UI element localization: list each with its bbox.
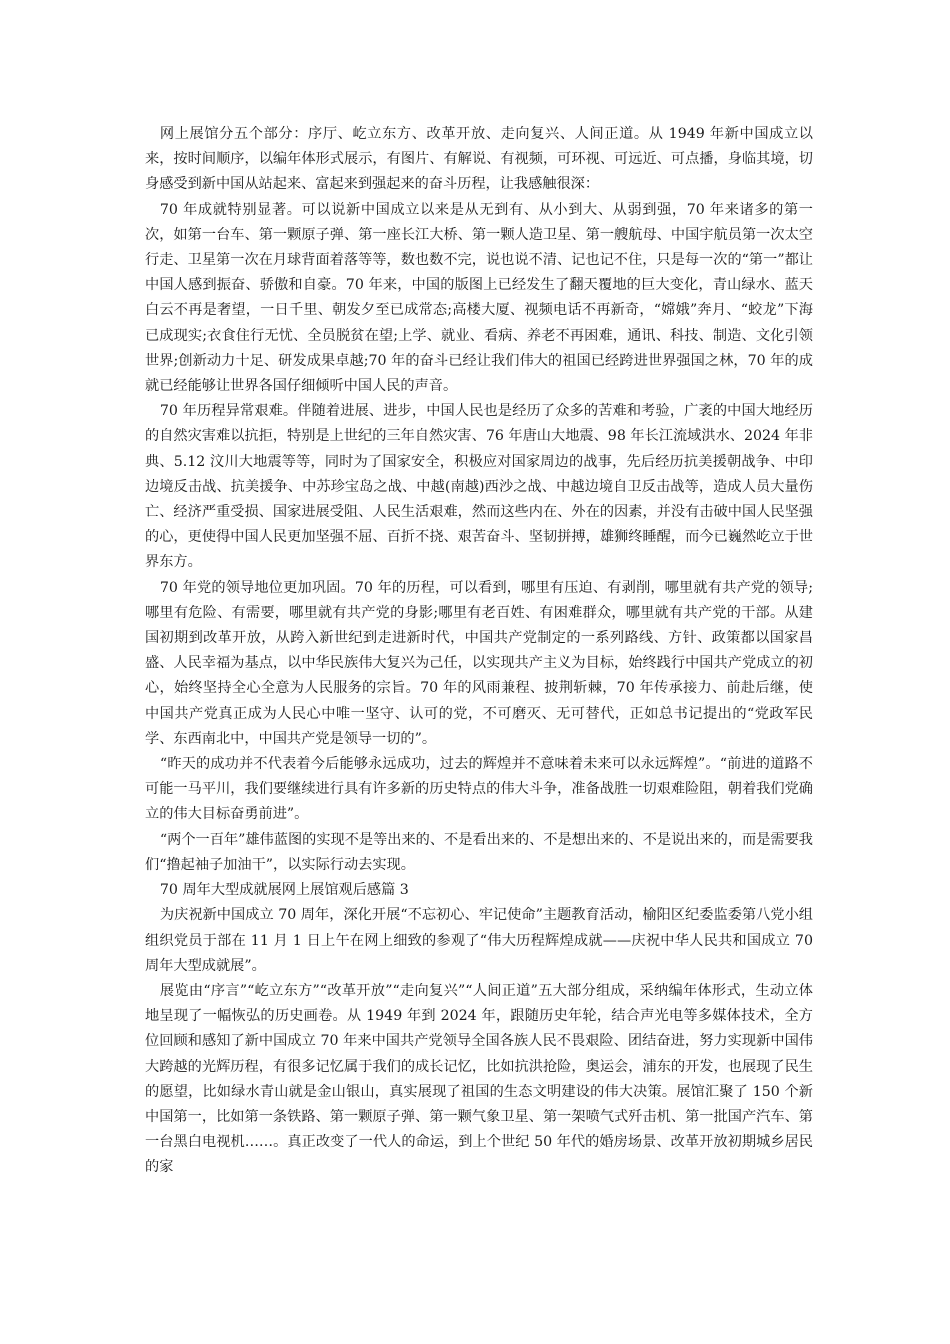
paragraph-exhibition: 展览由“序言”“屹立东方”“改革开放”“走向复兴”“人间正道”五大部分组成，采纳编年体形式，生动立体地呈现了一幅恢弘的历史画卷。从 1949 年到 2024 年，跟随历史年轮，结合声光电等多媒体技术，全方位回顾和感知了新中国成立 70 年来中国共产党领导全国各族人民不畏艰险、团结奋进，努力实现新中国伟大跨越的光辉历程，有很多记忆属于我们的成长记忆，比如抗洪抢险，奥运会，浦东的开发，也展现了民生的愿望，比如绿水青山就是金山银山，真实展现了祖国的生态文明建设的伟大决策。展馆汇聚了 150 个新中国第一，比如第一条铁路、第一颗原子弹、第一颗气象卫星、第一架喷气式歼击机、第一批国产汽车、第一台黑白电视机……。真正改变了一代人的命运，到上个世纪 50 年代的婚房场景、改革开放初期城乡居民的家 (145, 982, 813, 1176)
paragraph-hardships: 70 年历程异常艰难。伴随着进展、进步，中国人民也是经历了众多的苦难和考验，广袤的中国大地经历的自然灾害难以抗拒，特别是上世纪的三年自然灾害、76 年唐山大地震、98 年长江流域洪水、2024 年非典、5.12 汶川大地震等等，同时为了国家安全，积极应对国家周边的战事，先后经历抗美援朝战争、中印边境反击战、抗美援争、中苏珍宝岛之战、中越(南越)西沙之战、中越边境自卫反击战等，造成人员大量伤亡、经济严重受损、国家进展受阻、人民生活艰难，然而这些内在、外在的因素，并没有击破中国人民坚强的心，更使得中国人民更加坚强不屈、百折不挠、艰苦奋斗、坚韧拼搏，雄狮终睡醒，而今已巍然屹立于世界东方。 (145, 403, 813, 571)
section-heading: 70 周年大型成就展网上展馆观后感篇 3 (159, 882, 409, 899)
paragraph-party-leadership: 70 年党的领导地位更加巩固。70 年的历程，可以看到，哪里有压迫、有剥削，哪里就有共产党的领导;哪里有危险、有需要，哪里就有共产党的身影;哪里有老百姓、有困难群众，哪里就有共产党的干部。从建国初期到改革开放，从跨入新世纪到走进新时代，中国共产党制定的一系列路线、方针、政策都以国家昌盛、人民幸福为基点，以中华民族伟大复兴为己任，以实现共产主义为目标，始终践行中国共产党成立的初心，始终坚持全心全意为人民服务的宗旨。70 年的风雨兼程、披荆斩棘，70 年传承接力、前赴后继，使中国共产党真正成为人民心中唯一坚守、认可的党，不可磨灭、无可替代，正如总书记提出的“党政军民学、东西南北中，中国共产党是领导一切的”。 (145, 579, 813, 747)
paragraph-two-centenary: “两个一百年”雄伟蓝图的实现不是等出来的、不是看出来的、不是想出来的、不是说出来的，而是需要我们“撸起袖子加油干”，以实际行动去实现。 (145, 831, 813, 873)
paragraph-achievements: 70 年成就特别显著。可以说新中国成立以来是从无到有、从小到大、从弱到强，70 年来诸多的第一次，如第一台车、第一颗原子弹、第一座长江大桥、第一颗人造卫星、第一艘航母、中国宇航员第一次太空行走、卫星第一次在月球背面着落等等，数也数不完，说也说不清、记也记不住，只是每一次的“第一”都让中国人感到振奋、骄傲和自豪。70 年来，中国的版图上已经发生了翻天覆地的巨大变化，青山绿水、蓝天白云不再是奢望，一日千里、朝发夕至已成常态;高楼大厦、视频电话不再新奇，“嫦娥”奔月、“蛟龙”下海已成现实;衣食住行无忧、全员脱贫在望;上学、就业、看病、养老不再困难，通讯、科技、制造、文化引领世界;创新动力十足、研发成果卓越;70 年的奋斗已经让我们伟大的祖国已经跨进世界强国之林，70 年的成就已经能够让世界各国仔细倾听中国人民的声音。 (145, 201, 813, 395)
document-body (145, 122, 813, 1181)
paragraph-intro: 网上展馆分五个部分：序厅、屹立东方、改革开放、走向复兴、人间正道。从 1949 年新中国成立以来，按时间顺序，以编年体形式展示，有图片、有解说、有视频，可环视、可远近、可点播，身临其境，切身感受到新中国从站起来、富起来到强起来的奋斗历程，让我感触很深： (145, 126, 813, 193)
paragraph-visit: 为庆祝新中国成立 70 周年，深化开展“不忘初心、牢记使命”主题教育活动，榆阳区纪委监委第八党小组组织党员于部在 11 月 1 日上午在网上细致的参观了“伟大历程辉煌成就——庆祝中华人民共和国成立 70 周年大型成就展”。 (145, 907, 813, 974)
paragraph-quote: “昨天的成功并不代表着今后能够永远成功，过去的辉煌并不意味着未来可以永远辉煌”。“前进的道路不可能一马平川，我们要继续进行具有许多新的历史特点的伟大斗争，准备战胜一切艰难险阻，朝着我们党确立的伟大目标奋勇前进”。 (145, 756, 813, 823)
